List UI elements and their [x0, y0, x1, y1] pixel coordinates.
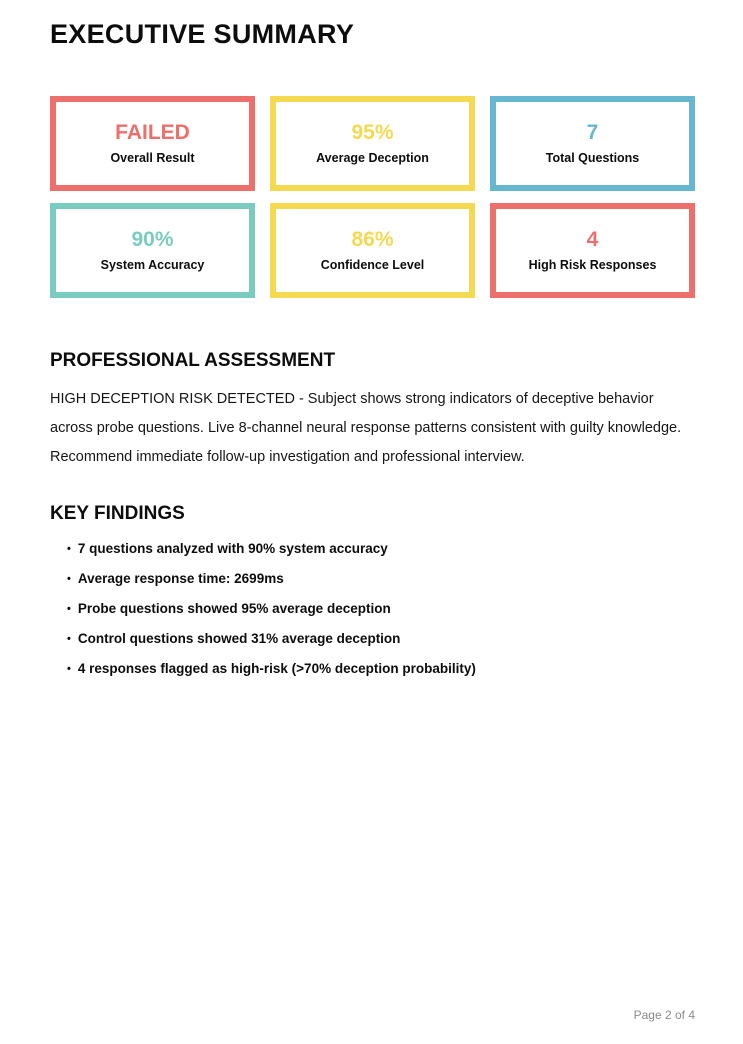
assessment-body-text: HIGH DECEPTION RISK DETECTED - Subject shows strong indicators of deceptive behavior across probe questions. Live 8-channel neural response patterns consistent with guilty knowledge. Recommend immediate follow-up investigation and professional interview.	[50, 391, 682, 465]
finding-item	[67, 602, 693, 617]
finding-item	[67, 542, 693, 557]
finding-text: Probe questions showed 95% average deception	[77, 601, 391, 616]
bullet-icon: •	[67, 633, 71, 645]
stat-value: 90%	[131, 228, 174, 252]
professional-assessment-section	[50, 350, 693, 472]
bullet-icon: •	[67, 663, 71, 675]
stat-label: Total Questions	[545, 151, 640, 166]
bullet-icon: •	[67, 573, 71, 585]
stat-card-high-risk-responses	[490, 203, 695, 298]
stat-card-system-accuracy	[50, 203, 255, 298]
bullet-icon: •	[67, 603, 71, 615]
bullet-icon: •	[67, 543, 71, 555]
finding-item	[67, 662, 693, 677]
key-findings-list	[50, 542, 693, 677]
page-title: EXECUTIVE SUMMARY	[50, 19, 355, 49]
stat-card-total-questions	[490, 96, 695, 191]
section-heading-professional-assessment: PROFESSIONAL ASSESSMENT	[50, 350, 336, 371]
finding-text: 7 questions analyzed with 90% system accuracy	[77, 541, 388, 556]
finding-item	[67, 572, 693, 587]
section-heading-key-findings: KEY FINDINGS	[50, 503, 185, 524]
stat-value: 7	[586, 121, 599, 145]
stat-value: 95%	[351, 121, 394, 145]
stat-card-overall-result	[50, 96, 255, 191]
stat-value: FAILED	[115, 121, 190, 145]
stat-card-confidence-level	[270, 203, 475, 298]
stat-label: System Accuracy	[100, 258, 205, 273]
summary-stat-cards	[50, 96, 695, 298]
finding-text: Average response time: 2699ms	[77, 571, 284, 586]
stat-card-average-deception	[270, 96, 475, 191]
stat-label: High Risk Responses	[528, 258, 657, 273]
page-number: Page 2 of 4	[633, 1008, 695, 1022]
key-findings-section	[50, 503, 693, 677]
stat-label: Confidence Level	[320, 258, 425, 273]
stat-value: 4	[586, 228, 599, 252]
finding-text: 4 responses flagged as high-risk (>70% deception probability)	[77, 661, 476, 676]
stat-value: 86%	[351, 228, 394, 252]
finding-text: Control questions showed 31% average deception	[77, 631, 401, 646]
finding-item	[67, 632, 693, 647]
stat-label: Average Deception	[316, 151, 429, 166]
stat-label: Overall Result	[110, 151, 195, 166]
